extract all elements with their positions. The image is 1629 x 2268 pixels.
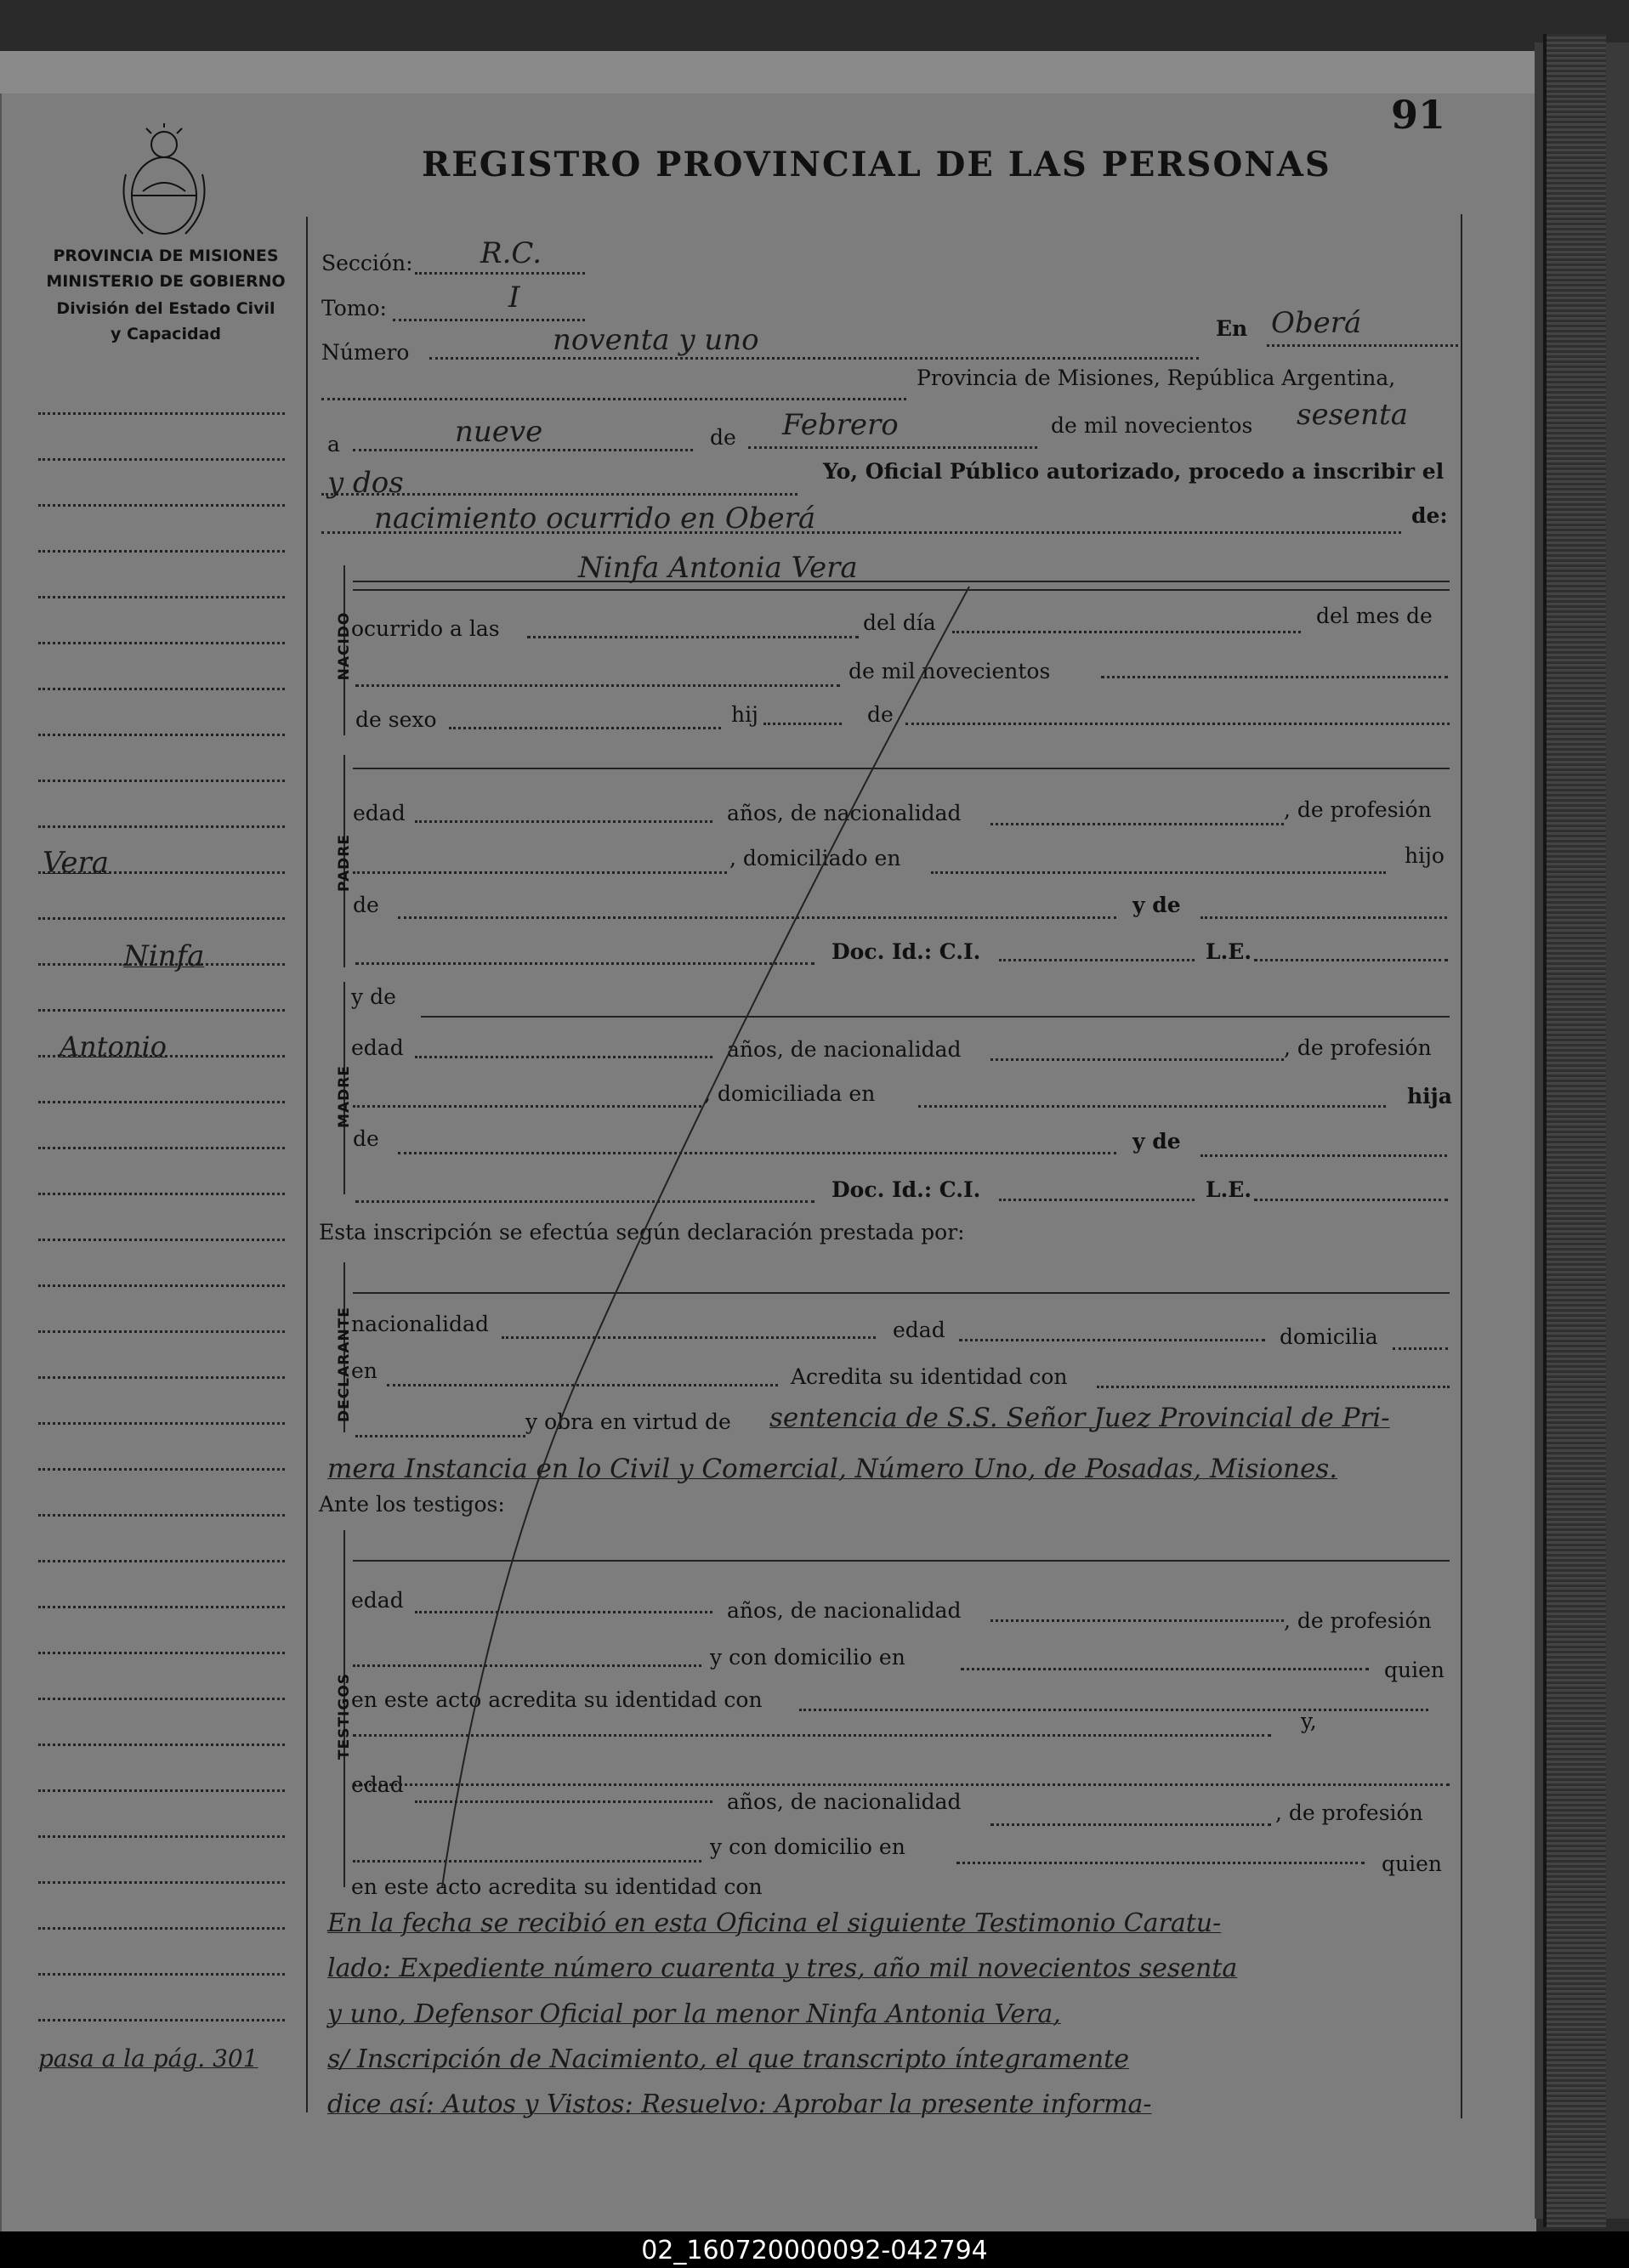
nota-line-5: dice así: Autos y Vistos: Resuelvo: Aprobar la presente informa- xyxy=(327,2089,1152,2119)
a-label: a xyxy=(327,432,340,456)
madre-de-label: de xyxy=(353,1126,379,1151)
nacido-section-label: NACIDO xyxy=(336,611,353,681)
madre-y-de-2-label: y de xyxy=(1132,1129,1181,1154)
page-number: 91 xyxy=(1391,92,1446,138)
tomo-label: Tomo: xyxy=(321,296,387,320)
del-dia-label: del día xyxy=(863,610,936,635)
nacido-de-label: de xyxy=(867,702,894,727)
madre-hija-label: hija xyxy=(1407,1084,1452,1108)
issuer-ministry: MINISTERIO DE GOBIERNO xyxy=(46,272,286,291)
padre-domiciliado-label: , domiciliado en xyxy=(729,846,901,870)
declarante-nacionalidad-label: nacionalidad xyxy=(351,1312,489,1336)
nota-line-1: En la fecha se recibió en esta Oficina el siguiente Testimonio Caratu- xyxy=(327,1908,1222,1938)
declarante-section-label: DECLARANTE xyxy=(336,1307,353,1422)
declaracion-intro: Esta inscripción se efectúa según declaración prestada por: xyxy=(319,1220,965,1245)
margin-nombre-2: Antonio xyxy=(60,1030,167,1063)
nota-line-3: y uno, Defensor Oficial por la menor Ninfa Antonia Vera, xyxy=(327,1999,1061,2029)
madre-y-de-label: y de xyxy=(351,984,396,1009)
margin-pasa-pagina: pasa a la pág. 301 xyxy=(38,2044,258,2072)
testigo2-quien-label: quien xyxy=(1382,1851,1442,1876)
madre-anos-label: años, de nacionalidad xyxy=(727,1037,962,1062)
padre-de-label: de xyxy=(353,893,379,917)
padre-hijo-label: hijo xyxy=(1405,843,1445,868)
nota-line-2: lado: Expediente número cuarenta y tres, año mil novecientos sesenta xyxy=(327,1953,1238,1983)
testigos-intro: Ante los testigos: xyxy=(319,1492,505,1517)
seccion-label: Sección: xyxy=(321,251,413,275)
nacimiento-value: nacimiento ocurrido en Oberá xyxy=(374,502,816,536)
padre-doc-label: Doc. Id.: C.I. xyxy=(832,939,981,964)
dia-value: nueve xyxy=(455,415,543,449)
padre-profesion-label: , de profesión xyxy=(1284,797,1432,822)
de-label: de xyxy=(710,425,736,450)
numero-value: noventa y uno xyxy=(553,323,759,357)
numero-label: Número xyxy=(321,340,410,365)
testigo1-domicilio-label: y con domicilio en xyxy=(710,1645,905,1670)
de-mil-label: de mil novecientos xyxy=(849,659,1051,683)
testigo2-domicilio-label: y con domicilio en xyxy=(710,1834,905,1859)
testigo1-anos-label: años, de nacionalidad xyxy=(727,1598,962,1623)
declarante-en-label: en xyxy=(351,1358,377,1383)
madre-le-label: L.E. xyxy=(1206,1177,1252,1202)
padre-section-label: PADRE xyxy=(336,834,353,892)
margin-apellido: Vera xyxy=(43,846,110,880)
mes-value: Febrero xyxy=(782,408,899,442)
provincia-text: Provincia de Misiones, República Argentina, xyxy=(917,366,1396,390)
declarante-edad-label: edad xyxy=(893,1318,945,1342)
nombre-inscripto: Ninfa Antonia Vera xyxy=(578,551,858,585)
ocurrido-label: ocurrido a las xyxy=(351,616,500,641)
seccion-value: R.C. xyxy=(480,236,542,270)
margin-nombre-1: Ninfa xyxy=(123,939,205,973)
madre-doc-label: Doc. Id.: C.I. xyxy=(832,1177,981,1202)
testigo2-edad-label: edad xyxy=(351,1772,404,1797)
testigo1-quien-label: quien xyxy=(1384,1658,1445,1682)
padre-y-de-label: y de xyxy=(1132,893,1181,917)
testigo2-profesion-label: , de profesión xyxy=(1275,1800,1423,1825)
testigo1-y-label: y, xyxy=(1301,1709,1317,1733)
anio-value-1: sesenta xyxy=(1297,398,1408,432)
del-mes-label: del mes de xyxy=(1316,604,1433,628)
anio-value-2: y dos xyxy=(327,466,404,500)
en-value: Oberá xyxy=(1271,306,1362,340)
mil-label: de mil novecientos xyxy=(1051,413,1253,438)
testigo1-acredita-label: en este acto acredita su identidad con xyxy=(351,1687,763,1712)
declarante-virtud-value-2: mera Instancia en lo Civil y Comercial, Número Uno, de Posadas, Misiones. xyxy=(327,1454,1338,1484)
tomo-value: I xyxy=(508,281,520,315)
issuer-province: PROVINCIA DE MISIONES xyxy=(53,247,279,265)
de-colon: de: xyxy=(1411,503,1448,528)
declarante-domicilia-label: domicilia xyxy=(1280,1324,1378,1349)
declarante-acredita-label: Acredita su identidad con xyxy=(791,1364,1068,1389)
oficial-text: Yo, Oficial Público autorizado, procedo a inscribir el xyxy=(823,459,1445,484)
madre-edad-label: edad xyxy=(351,1035,404,1060)
de-sexo-label: de sexo xyxy=(355,707,437,732)
testigo2-anos-label: años, de nacionalidad xyxy=(727,1789,962,1814)
declarante-virtud-value-1: sentencia de S.S. Señor Juez Provincial de Pri- xyxy=(769,1403,1390,1433)
declarante-virtud-label: y obra en virtud de xyxy=(525,1409,731,1434)
padre-anos-label: años, de nacionalidad xyxy=(727,801,962,825)
document-code: 02_160720000092-042794 xyxy=(641,2236,988,2265)
hij-label: hij xyxy=(731,702,758,727)
testigo1-edad-label: edad xyxy=(351,1588,404,1613)
madre-section-label: MADRE xyxy=(336,1065,353,1128)
testigo1-profesion-label: , de profesión xyxy=(1284,1608,1432,1633)
madre-domiciliada-label: , domiciliada en xyxy=(704,1081,876,1106)
padre-edad-label: edad xyxy=(353,801,406,825)
testigo2-acredita-label: en este acto acredita su identidad con xyxy=(351,1874,763,1899)
en-label: En xyxy=(1216,316,1248,341)
document-title: REGISTRO PROVINCIAL DE LAS PERSONAS xyxy=(422,145,1331,184)
testigos-section-label: TESTIGOS xyxy=(336,1672,353,1760)
issuer-division: División del Estado Civil xyxy=(56,299,275,318)
issuer-capacidad: y Capacidad xyxy=(111,325,221,343)
padre-le-label: L.E. xyxy=(1206,939,1252,964)
nota-line-4: s/ Inscripción de Nacimiento, el que transcripto íntegramente xyxy=(327,2044,1129,2074)
madre-profesion-label: , de profesión xyxy=(1284,1035,1432,1060)
